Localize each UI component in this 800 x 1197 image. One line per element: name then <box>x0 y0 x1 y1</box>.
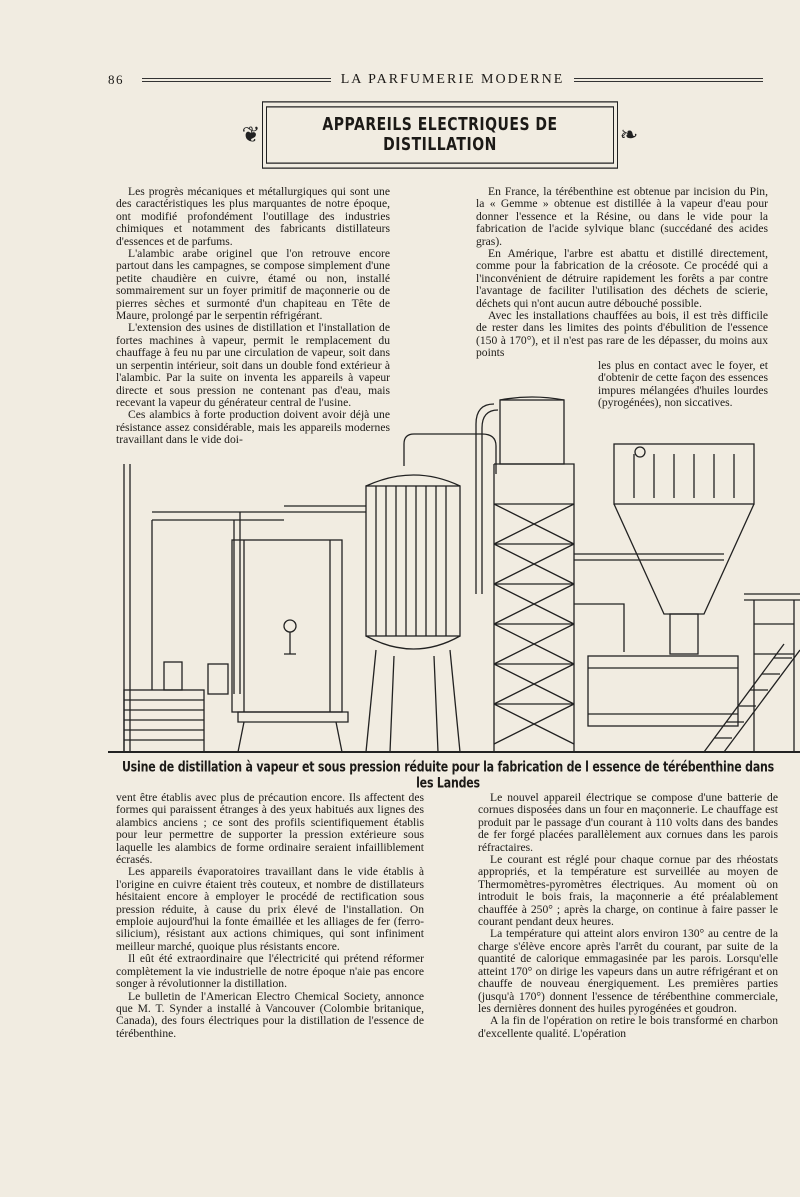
paragraph: Ces alambics à forte production doivent avoir déjà une résistance assez considérable, mais les appareils modernes travaillant dans le vide doi- <box>116 408 390 447</box>
paragraph: Les progrès mécaniques et métallurgiques qui sont une des caractéristiques les plus marquantes de notre époque, ont modifié profondément l'outillage des industries chimiques et notamment des fabricants distillateurs d'essences et de parfums. <box>116 185 390 248</box>
paragraph: En France, la térébenthine est obtenue par incision du Pin, la « Gemme » obtenue est distillée à la vapeur d'eau pour donner l'essence et la Résine, ou dans le vide pour la fabrication de l'acide sylvique blanc (succédané des acides gras). <box>476 185 768 248</box>
article-title: APPAREILS ELECTRIQUES DE DISTILLATION <box>266 106 614 164</box>
header-rule-left <box>142 78 331 82</box>
figure-caption: Usine de distillation à vapeur et sous pression réduite pour la fabrication de l essence de térébenthine dans les Landes <box>121 758 775 792</box>
paragraph: L'alambic arabe originel que l'on retrouve encore partout dans les campagnes, se compose simplement d'une petite chaudière en cuivre, étamé ou non, installé sommairement sur un foyer primitif de maçonnerie ou de pierres sèches et surmonté d'un chapiteau en Tête de Maure, prolongé par le serpentin réfrigérant. <box>116 247 390 323</box>
paragraph: L'extension des usines de distillation et l'installation de fortes machines à vapeur, permit le remplacement du chauffage à feu nu par une circulation de vapeur, soit dans un serpentin intérieur, soit dans un double fond extérieur à l'alambic. Par la suite on inventa les appareils à vapeur directe et sous pression ne contenant pas d'eau, mais recevant la vapeur du générateur central de l'usine. <box>116 321 390 409</box>
engraving-drawing <box>104 394 800 756</box>
distillation-plant-illustration <box>104 394 800 756</box>
paragraph: A la fin de l'opération on retire le bois transformé en charbon d'excellente qualité. L'opération <box>478 1014 778 1040</box>
page-number: 86 <box>108 72 124 87</box>
fleuron-left-icon: ❦ <box>241 122 261 147</box>
fleuron-right-icon: ❧ <box>619 122 639 147</box>
paragraph: En Amérique, l'arbre est abattu et distillé directement, comme pour la fabrication de la créosote. Ce procédé qui a l'inconvénient de détruire rapidement les forêts a par contre l'avantage de faciliter l'utilisation des déchets de scierie, déchets qui n'ont aucun autre débouché possible. <box>476 247 768 310</box>
paragraph-narrow: les plus en contact avec le foyer, et d'obtenir de cette façon des essences impures mélangées d'huiles lourdes (pyrogénées), non siccatives. <box>598 358 768 409</box>
title-banner <box>238 112 642 158</box>
paragraph: Il eût été extraordinaire que l'électricité qui prétend réformer complètement la vie industrielle de notre époque n'aie pas encore songer à révolutionner la distillation. <box>116 952 424 991</box>
column-top-right <box>476 186 768 409</box>
header-rule-right <box>574 78 763 82</box>
running-header <box>108 70 763 90</box>
paragraph: Le bulletin de l'American Electro Chemical Society, annonce que M. T. Synder a installé à Vancouver (Colombie britanique, Canada), des fours électriques pour la distillation de l'essence de térébenthine. <box>116 989 424 1040</box>
paragraph: La température qui atteint alors environ 130° au centre de la charge s'élève encore après l'arrêt du courant, par suite de la quantité de calorique emmagasinée par les parois. Lorsqu'elle atteint 170° on dirige les vapeurs dans un autre réfrigérant et on chauffe de nouveau énergiquement. Les premières parties (jusqu'à 170°) donnent l'essence de térébenthine commerciale, les dernières donnent des huiles pyrogénées et goudron. <box>478 927 778 1015</box>
journal-title: LA PARFUMERIE MODERNE <box>340 72 565 87</box>
paragraph: Avec les installations chauffées au bois, il est très difficile de rester dans les limites des points d'ébulition de l'essence (150 à 170°), et il n'est pas rare de les dépasser, du moins aux points <box>476 309 768 360</box>
paragraph: Les appareils évaporatoires travaillant dans le vide établis à l'origine en cuivre étaient très couteux, et nombre de distillateurs hésitaient encore à employer le procédé de rectification sous pression réduite, à cause du prix élevé de l'installation. On emploie aujourd'hui la fonte émaillée et les alliages de fer (ferro-silicium), résistant aux actions chimiques, qui sont infiniment meilleur marché, quoique plus résistants encore. <box>116 865 424 953</box>
column-bottom-right <box>478 792 778 1040</box>
paragraph: vent être établis avec plus de précaution encore. Ils affectent des formes qui paraissent étranges à des yeux habitués aux lignes des alambics anciens ; ce sont des profils scientifiquement établis pour leur permettre de supporter la pression extérieure sous laquelle les alambics de forme ordinaire seraient infailliblement écrasés. <box>116 791 424 867</box>
column-bottom-left <box>116 792 424 1040</box>
paragraph: Le courant est réglé pour chaque cornue par des rhéostats appropriés, et la température est surveillée au moyen de Thermomètres-pyromètres électriques. Au moment où on introduit le bois frais, la maçonnerie a été préalablement chauffée à 250° ; après la charge, on continue à faire passer le courant pendant deux heures. <box>478 853 778 929</box>
paragraph: Le nouvel appareil électrique se compose d'une batterie de cornues disposées dans un four en maçonnerie. Le chauffage est produit par le passage d'un courant à 110 volts dans des bandes de fer forgé placées parallèlement aux cornues dans les parois réfractaires. <box>478 791 778 854</box>
